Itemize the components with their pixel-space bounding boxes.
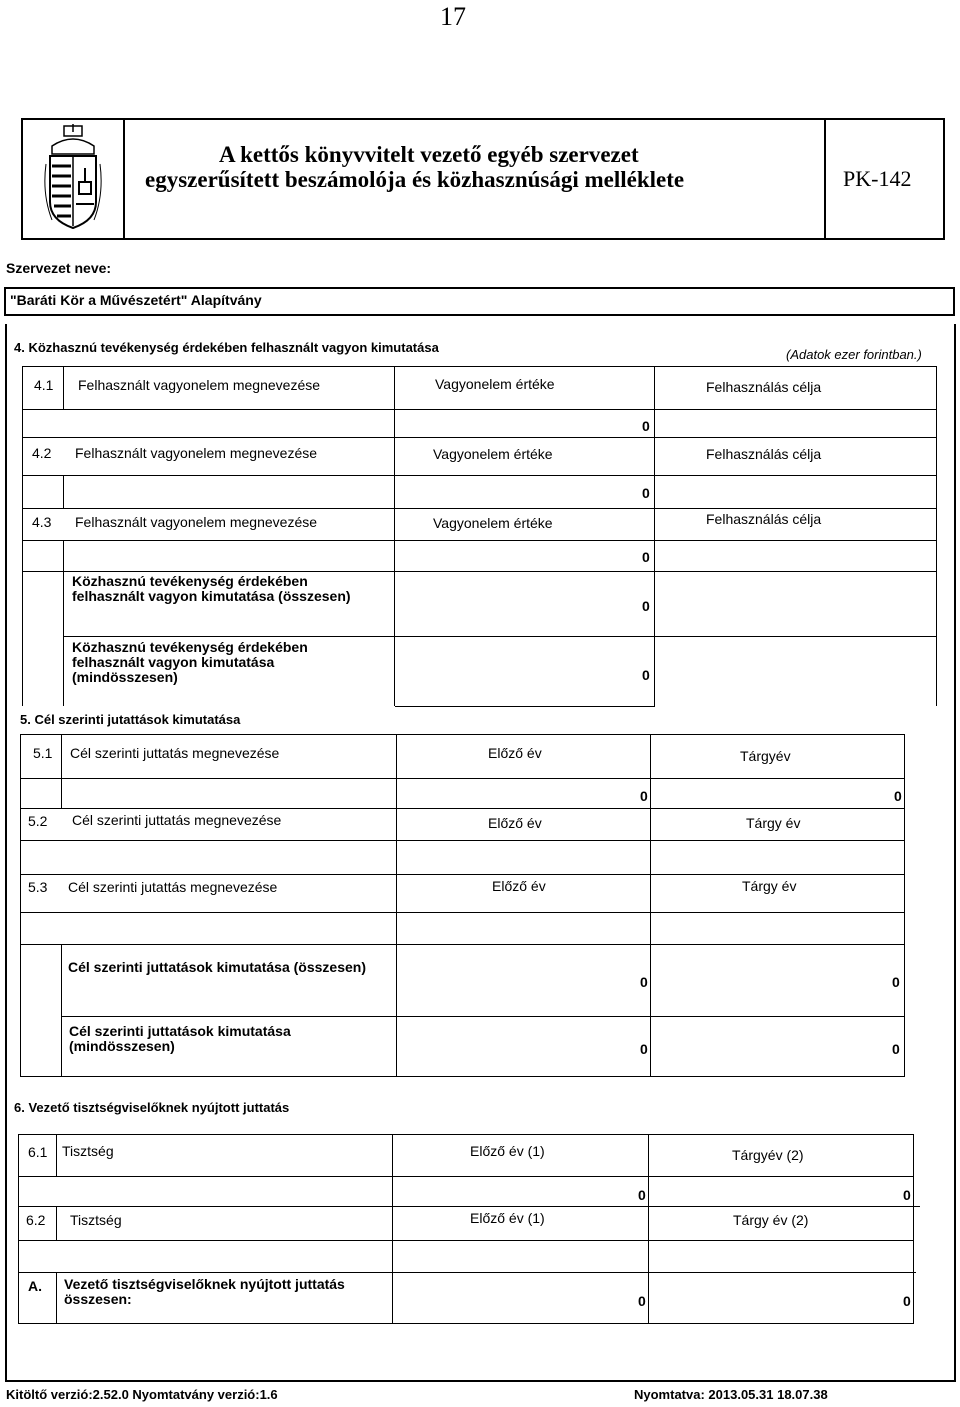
section5-grand-total-label: Cél szerinti juttatások kimutatása (mindösszesen) [69,1023,291,1054]
row-4-2-value-label: Vagyonelem értéke [433,446,553,462]
page-number: 17 [440,2,466,31]
row-5-2-name-label: Cél szerinti juttatás megnevezése [72,812,282,828]
row-5-1-curr-value[interactable]: 0 [894,788,902,804]
row-4-1-number: 4.1 [34,377,54,393]
section5-title: 5. Cél szerinti jutattások kimutatása [20,712,241,727]
section4-grand-total-value: 0 [642,667,650,683]
row-5-1-name-field[interactable] [62,779,396,808]
section6-total-label: Vezető tisztségviselőknek nyújtott juttatás összesen: [64,1276,345,1307]
row-4-2-name-field[interactable] [64,476,394,508]
row-4-1-value[interactable]: 0 [642,418,650,434]
row-4-2-purpose-field[interactable] [655,476,936,508]
section5-total-prev: 0 [640,974,648,990]
section5-total-curr: 0 [892,974,900,990]
row-4-1-name-label: Felhasznált vagyonelem megnevezése [78,377,321,393]
row-5-3-name-label: Cél szerinti jutattás megnevezése [68,879,278,895]
row-6-2-name-field[interactable] [57,1241,392,1272]
row-5-1-curr-label: Tárgyév [740,748,791,764]
row-4-3-name-field[interactable] [64,541,394,571]
row-4-3-purpose-label: Felhasználás célja [706,511,822,527]
row-6-1-prev-value[interactable]: 0 [638,1187,646,1203]
row-4-2-value[interactable]: 0 [642,485,650,501]
row-6-1-prev-label: Előző év (1) [470,1143,545,1159]
row-6-2-number: 6.2 [26,1212,46,1228]
form-code: PK-142 [843,166,912,191]
section6-total-curr: 0 [903,1293,911,1309]
row-5-1-prev-value[interactable]: 0 [640,788,648,804]
org-name-label: Szervezet neve: [6,260,112,276]
section5-grand-total-curr: 0 [892,1041,900,1057]
row-4-2-number: 4.2 [32,445,52,461]
row-4-2-purpose-label: Felhasználás célja [706,446,822,462]
row-6-1-curr-label: Tárgyév (2) [732,1147,804,1163]
row-6-1-number: 6.1 [28,1144,48,1160]
footer-version: Kitöltő verzió:2.52.0 Nyomtatvány verzió:1.6 [6,1387,278,1402]
row-5-2-number: 5.2 [28,813,48,829]
row-4-3-number: 4.3 [32,514,52,530]
row-6-1-curr-value[interactable]: 0 [903,1187,911,1203]
row-4-3-value-label: Vagyonelem értéke [433,515,553,531]
footer-print-date: Nyomtatva: 2013.05.31 18.07.38 [634,1387,828,1402]
row-5-1-number: 5.1 [33,745,53,761]
section4-total-label: Közhasznú tevékenység érdekében felhasznált vagyon kimutatása (összesen) [72,573,351,604]
row-6-1-name-label: Tisztség [62,1143,114,1159]
row-6-2-name-label: Tisztség [70,1212,122,1228]
section4-total-value: 0 [642,598,650,614]
row-5-3-number: 5.3 [28,879,48,895]
row-5-2-name-field[interactable] [62,841,396,874]
row-4-1-purpose-field[interactable] [655,410,936,437]
row-4-3-value[interactable]: 0 [642,549,650,565]
section4-title: 4. Közhasznú tevékenység érdekében felhasznált vagyon kimutatása [14,340,439,355]
row-5-1-name-label: Cél szerinti juttatás megnevezése [70,745,280,761]
form-title-line1: A kettős könyvvitelt vezető egyéb szervezet [219,142,639,167]
section6-title: 6. Vezető tisztségviselőknek nyújtott juttatás [14,1100,290,1115]
row-4-2-name-label: Felhasznált vagyonelem megnevezése [75,445,318,461]
row-5-3-curr-label: Tárgy év [742,878,797,894]
row-6-2-curr-label: Tárgy év (2) [733,1212,809,1228]
row-5-3-name-field[interactable] [62,913,396,944]
row-5-1-prev-label: Előző év [488,745,542,761]
row-4-1-value-label: Vagyonelem értéke [435,376,555,392]
section4-unit-note: (Adatok ezer forintban.) [786,347,922,362]
row-4-1-purpose-label: Felhasználás célja [706,379,822,395]
form-title-line2: egyszerűsített beszámolója és közhasznúsági melléklete [145,167,685,192]
section4-grand-total-label: Közhasznú tevékenység érdekében felhasznált vagyon kimutatása (mindösszesen) [72,639,308,685]
coat-of-arms-icon [42,124,104,230]
row-4-3-purpose-field[interactable] [655,541,936,571]
row-5-2-curr-label: Tárgy év [746,815,801,831]
row-5-2-prev-label: Előző év [488,815,542,831]
row-4-3-name-label: Felhasznált vagyonelem megnevezése [75,514,318,530]
row-5-3-prev-label: Előző év [492,878,546,894]
row-6-2-prev-label: Előző év (1) [470,1210,545,1226]
row-4-1-name-field[interactable] [64,410,394,437]
row-6-1-name-field[interactable] [57,1177,392,1206]
org-name-value: "Baráti Kör a Művészetért" Alapítvány [10,292,262,308]
section5-grand-total-prev: 0 [640,1041,648,1057]
section6-total-number: A. [28,1278,42,1294]
section5-total-label: Cél szerinti juttatások kimutatása (összesen) [68,959,366,975]
section6-total-prev: 0 [638,1293,646,1309]
